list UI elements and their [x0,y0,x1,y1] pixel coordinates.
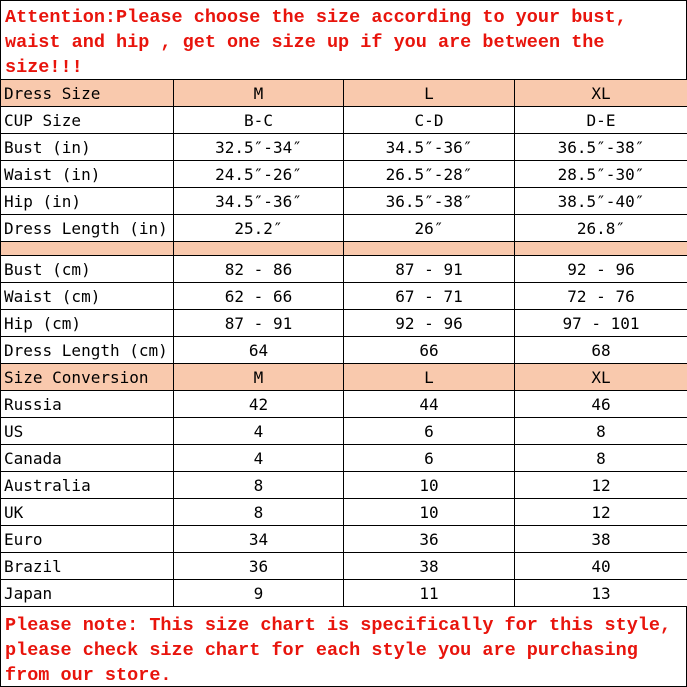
size-value-cell: XL [515,80,687,107]
row-label-cell: Bust (cm) [1,256,174,283]
inch-measure-row [1,161,687,188]
size-value-cell: 26.5″-28″ [344,161,515,188]
size-value-cell: 34.5″-36″ [174,188,344,215]
size-value-cell: 26.8″ [515,215,687,242]
cm-measure-row [1,310,687,337]
row-label-cell: Size Conversion [1,364,174,391]
size-value-cell: 8 [515,445,687,472]
size-value-cell: D-E [515,107,687,134]
dress-size-header-row [1,80,687,107]
size-value-cell: 87 - 91 [174,310,344,337]
size-value-cell: 38 [344,553,515,580]
size-value-cell: 4 [174,445,344,472]
country-size-row [1,445,687,472]
size-value-cell: 92 - 96 [515,256,687,283]
row-label-cell: Japan [1,580,174,607]
size-conversion-header-row [1,364,687,391]
size-value-cell: 92 - 96 [344,310,515,337]
size-value-cell: 12 [515,472,687,499]
size-value-cell: 36.5″-38″ [344,188,515,215]
size-value-cell: L [344,80,515,107]
divider-cell [174,242,344,256]
size-value-cell: C-D [344,107,515,134]
size-value-cell: 34 [174,526,344,553]
size-value-cell: 8 [174,472,344,499]
size-chart-table [0,79,687,607]
row-label-cell: UK [1,499,174,526]
row-label-cell: Hip (cm) [1,310,174,337]
row-label-cell: CUP Size [1,107,174,134]
row-label-cell: Waist (cm) [1,283,174,310]
size-value-cell: 46 [515,391,687,418]
row-label-cell: Australia [1,472,174,499]
row-label-cell: Brazil [1,553,174,580]
inch-measure-row [1,107,687,134]
size-value-cell: 62 - 66 [174,283,344,310]
size-value-cell: 66 [344,337,515,364]
size-value-cell: 9 [174,580,344,607]
divider-cell [515,242,687,256]
divider-cell [1,242,174,256]
cm-measure-row [1,283,687,310]
size-value-cell: 36.5″-38″ [515,134,687,161]
country-size-row [1,580,687,607]
country-size-row [1,553,687,580]
row-label-cell: Dress Size [1,80,174,107]
inch-measure-row [1,188,687,215]
size-value-cell: 64 [174,337,344,364]
row-label-cell: Russia [1,391,174,418]
divider-cell [344,242,515,256]
size-value-cell: 6 [344,418,515,445]
cm-measure-row [1,337,687,364]
row-label-cell: Canada [1,445,174,472]
size-value-cell: 32.5″-34″ [174,134,344,161]
row-label-cell: Dress Length (in) [1,215,174,242]
size-value-cell: 36 [344,526,515,553]
size-value-cell: 8 [515,418,687,445]
size-value-cell: 10 [344,499,515,526]
size-value-cell: 42 [174,391,344,418]
size-value-cell: 10 [344,472,515,499]
size-value-cell: 26″ [344,215,515,242]
size-value-cell: 87 - 91 [344,256,515,283]
inch-measure-row [1,134,687,161]
size-chart-body [1,80,687,607]
size-value-cell: 11 [344,580,515,607]
row-label-cell: Waist (in) [1,161,174,188]
size-value-cell: M [174,364,344,391]
country-size-row [1,499,687,526]
size-value-cell: XL [515,364,687,391]
size-value-cell: 25.2″ [174,215,344,242]
country-size-row [1,472,687,499]
size-value-cell: 97 - 101 [515,310,687,337]
size-value-cell: B-C [174,107,344,134]
country-size-row [1,418,687,445]
attention-notice: Attention:Please choose the size according to your bust, waist and hip , get one size up if you are between the size!!! [0,0,687,79]
cm-measure-row [1,256,687,283]
size-value-cell: 40 [515,553,687,580]
size-value-cell: 36 [174,553,344,580]
size-value-cell: 38.5″-40″ [515,188,687,215]
size-value-cell: 44 [344,391,515,418]
row-label-cell: Hip (in) [1,188,174,215]
row-label-cell: Bust (in) [1,134,174,161]
size-value-cell: 24.5″-26″ [174,161,344,188]
country-size-row [1,526,687,553]
country-size-row [1,391,687,418]
size-value-cell: L [344,364,515,391]
size-value-cell: 8 [174,499,344,526]
size-value-cell: M [174,80,344,107]
row-label-cell: US [1,418,174,445]
size-value-cell: 82 - 86 [174,256,344,283]
style-note: Please note: This size chart is specifically for this style, please check size chart for each style you are purchasing from our store. [0,607,687,687]
size-value-cell: 12 [515,499,687,526]
size-value-cell: 6 [344,445,515,472]
size-value-cell: 34.5″-36″ [344,134,515,161]
size-value-cell: 28.5″-30″ [515,161,687,188]
section-divider-row [1,242,687,256]
size-value-cell: 67 - 71 [344,283,515,310]
size-value-cell: 38 [515,526,687,553]
size-value-cell: 68 [515,337,687,364]
size-value-cell: 13 [515,580,687,607]
row-label-cell: Euro [1,526,174,553]
inch-measure-row [1,215,687,242]
size-value-cell: 72 - 76 [515,283,687,310]
row-label-cell: Dress Length (cm) [1,337,174,364]
size-value-cell: 4 [174,418,344,445]
